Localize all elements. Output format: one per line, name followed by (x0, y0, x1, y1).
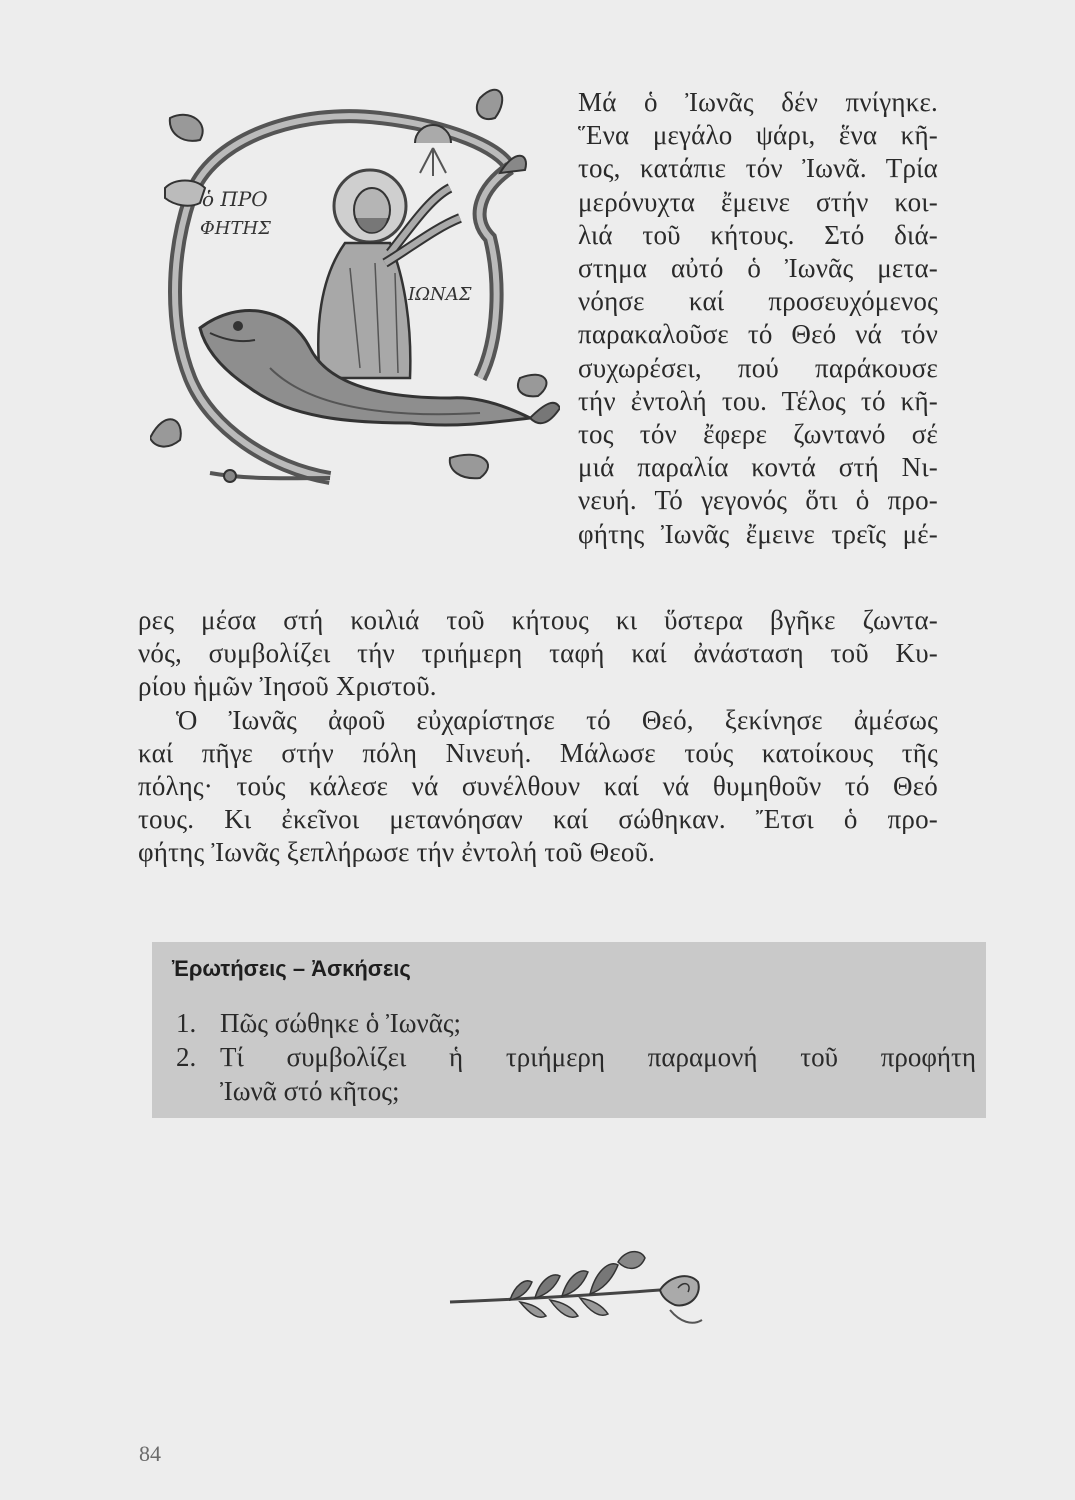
wrapped-paragraph (578, 86, 938, 551)
text-line: στημα αὐτό ὁ Ἰωνᾶς μετα- (578, 253, 938, 284)
text-line: νός, συμβολίζει τήν τριήμερη ταφή καί ἀνάσταση τοῦ Κυ- (138, 638, 938, 669)
inscription-right: ΙΩΝΑΣ (408, 284, 472, 305)
text-line: μιά παραλία κοντά στή Νι- (578, 452, 938, 483)
flower-branch-icon (440, 1240, 730, 1330)
text-line: παρακαλοῦσε τό Θεό νά τόν (578, 319, 938, 350)
exercises-box (152, 942, 986, 1118)
text-line: τήν ἐντολή του. Τέλος τό κῆ- (578, 385, 938, 416)
text-line: συχωρέσει, πού παράκουσε (578, 352, 938, 383)
jonah-whale-icon (150, 78, 560, 508)
text-line: καί πῆγε στήν πόλη Νινευή. Μάλωσε τούς κατοίκους τῆς (138, 737, 938, 768)
body-paragraphs (138, 604, 938, 870)
exercises-title: Ἐρωτήσεις – Ἀσκήσεις (172, 956, 411, 981)
text-line: Ἰωνᾶ στό κῆτος; (220, 1076, 400, 1106)
question-number: 2. (176, 1042, 197, 1072)
text-line: πόλης· τούς κάλεσε νά συνέλθουν καί νά θυμηθοῦν τό Θεό (138, 771, 938, 802)
text-line: τος, κατάπιε τόν Ἰωνᾶ. Τρία (578, 153, 938, 184)
question-text (220, 1040, 976, 1108)
text-line: ρες μέσα στή κοιλιά τοῦ κήτους κι ὕστερα βγῆκε ζωντα- (138, 605, 938, 635)
question-number: 1. (176, 1008, 197, 1038)
question-text (220, 1006, 976, 1040)
text-line: τους. Κι ἐκεῖνοι μετανόησαν καί σώθηκαν. Ἔτσι ὁ προ- (138, 804, 938, 835)
text-line: Ὁ Ἰωνᾶς ἀφοῦ εὐχαρίστησε τό Θεό, ξεκίνησε ἀμέσως (176, 704, 938, 735)
question-item (176, 1006, 976, 1040)
text-line: νόησε καί προσευχόμενος (578, 286, 938, 317)
text-line: νευή. Τό γεγονός ὅτι ὁ προ- (578, 485, 938, 516)
text-line: ρίου ἡμῶν Ἰησοῦ Χριστοῦ. (138, 671, 437, 702)
floral-ornament (440, 1240, 730, 1330)
text-line: Πῶς σώθηκε ὁ Ἰωνᾶς; (220, 1008, 462, 1038)
question-item (176, 1040, 976, 1108)
text-line: Τί συμβολίζει ἡ τριήμερη παραμονή τοῦ προφήτη (220, 1042, 976, 1072)
text-line: φήτης Ἰωνᾶς ξεπλήρωσε τήν ἐντολή τοῦ Θεοῦ. (138, 837, 656, 868)
text-line: Ἕνα μεγάλο ψάρι, ἕνα κῆ- (578, 120, 938, 151)
inscription-left-2: ΦΗΤΗΣ (200, 218, 271, 239)
inscription-left-1: ὁ ΠΡΟ (202, 187, 268, 211)
page-number: 84 (139, 1441, 161, 1466)
text-line: τος τόν ἔφερε ζωντανό σέ (578, 419, 938, 450)
text-line: μερόνυχτα ἔμεινε στήν κοι- (578, 186, 938, 217)
question-list (176, 1006, 976, 1108)
jonah-illustration (150, 78, 560, 508)
text-line: λιά τοῦ κήτους. Στό διά- (578, 219, 938, 250)
text-line: φήτης Ἰωνᾶς ἔμεινε τρεῖς μέ- (578, 518, 938, 549)
text-line: Μά ὁ Ἰωνᾶς δέν πνίγηκε. (578, 87, 938, 117)
